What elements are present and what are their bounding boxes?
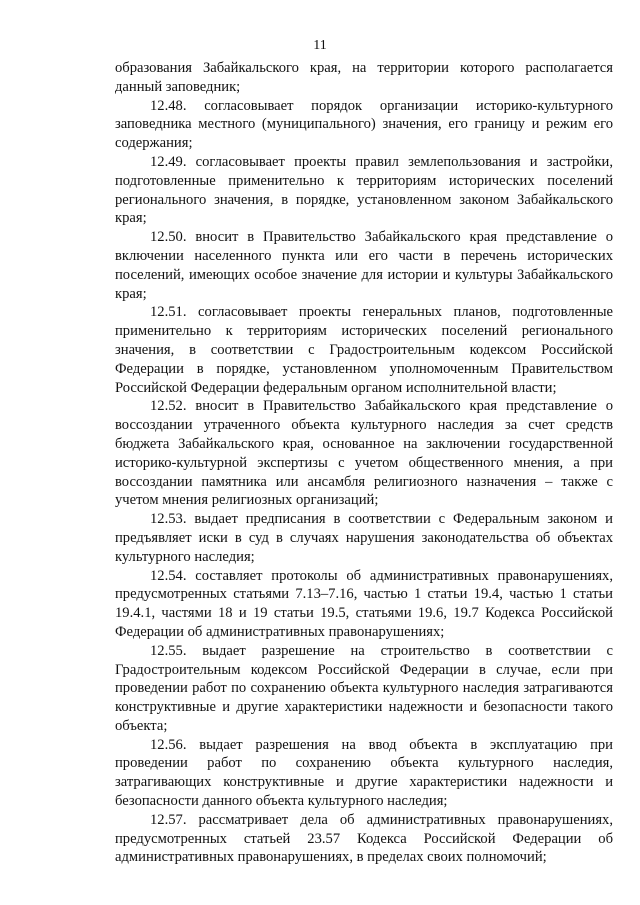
paragraph-12-55: 12.55. выдает разрешение на строительство в соответствии с Градостроительным кодексом Российской Федерации в случае, если при проведении работ по сохранению объекта культурного наследия затрагиваются конструктивные и другие характеристики надежности и безопасности такого объекта; <box>115 642 613 734</box>
document-body <box>115 59 613 867</box>
paragraph-12-50: 12.50. вносит в Правительство Забайкальского края представление о включении населенного пункта или его части в перечень исторических поселений, имеющих особое значение для истории и культуры Забайкальского края; <box>115 229 613 302</box>
paragraph-12-52: 12.52. вносит в Правительство Забайкальского края представление о воссоздании утраченного объекта культурного наследия за счет средств бюджета Забайкальского края, основанное на заключении государственной историко-культурной экспертизы с учетом общественного мнения, а при воссоздании памятника или ансамбля религиозного назначения – также с учетом мнения религиозных организаций; <box>115 398 613 509</box>
paragraph-12-51: 12.51. согласовывает проекты генеральных планов, подготовленные применительно к территориям исторических поселений регионального значения, в соответствии с Градостроительным кодексом Российской Федерации в порядке, установленном уполномоченным Правительством Российской Федерации федеральным органом исполнительной власти; <box>115 304 613 396</box>
paragraph-12-54: 12.54. составляет протоколы об административных правонарушениях, предусмотренных статьями 7.13–7.16, частью 1 статьи 19.4, частью 1 статьи 19.4.1, частями 18 и 19 статьи 19.5, статьями 19.6, 19.7 Кодекса Российской Федерации об административных правонарушениях; <box>115 567 613 640</box>
paragraph-12-49: 12.49. согласовывает проекты правил землепользования и застройки, подготовленные применительно к территориям исторических поселений регионального значения, в порядке, установленном законом Забайкальского края; <box>115 153 613 227</box>
paragraph-12-56: 12.56. выдает разрешения на ввод объекта в эксплуатацию при проведении работ по сохранению объекта культурного наследия, затрагивающих конструктивные и другие характеристики надежности и безопасности данного объекта культурного наследия; <box>115 736 613 810</box>
paragraph-12-57: 12.57. рассматривает дела об административных правонарушениях, предусмотренных статьей 23.57 Кодекса Российской Федерации об административных правонарушениях, в пределах своих полномочий; <box>115 811 613 866</box>
paragraph-12-48: 12.48. согласовывает порядок организации историко-культурного заповедника местного (муниципального) значения, его границу и режим его содержания; <box>115 97 613 152</box>
paragraph-12-53: 12.53. выдает предписания в соответствии с Федеральным законом и предъявляет иски в суд в случаях нарушения законодательства об объектах культурного наследия; <box>115 511 613 565</box>
page-number: 11 <box>313 38 327 53</box>
paragraph-continuation: образования Забайкальского края, на территории которого располагается данный заповедник; <box>115 60 613 95</box>
